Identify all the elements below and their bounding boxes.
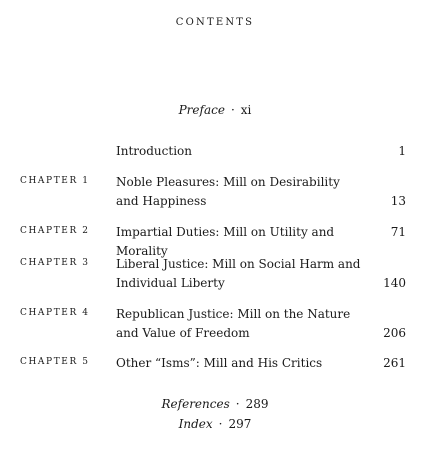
- entry-title: Noble Pleasures: Mill on Desirability and Happiness: [116, 175, 340, 208]
- references-entry[interactable]: [0, 397, 430, 411]
- page-title: CONTENTS: [175, 17, 255, 28]
- index-page: 297: [228, 417, 252, 431]
- references-label: References: [161, 397, 230, 411]
- chapter-label: CHAPTER 5: [20, 357, 90, 367]
- entry-page: 140: [383, 276, 406, 290]
- chapter-label: CHAPTER 1: [20, 176, 90, 186]
- entry-page: 1: [398, 144, 406, 158]
- references-separator: ·: [235, 397, 240, 411]
- preface-separator: ·: [230, 103, 235, 117]
- entry-page: 261: [383, 356, 406, 370]
- entry-title: Impartial Duties: Mill on Utility and Morality: [116, 225, 335, 258]
- preface-label: Preface: [178, 103, 225, 117]
- index-separator: ·: [218, 417, 223, 431]
- index-label: Index: [178, 417, 213, 431]
- preface-page: xi: [240, 103, 252, 117]
- entry-page: 13: [390, 194, 406, 208]
- entry-title: Liberal Justice: Mill on Social Harm and Individual Liberty: [116, 257, 361, 290]
- entry-page: 71: [390, 225, 406, 239]
- chapter-label: CHAPTER 2: [20, 226, 90, 236]
- chapter-label: CHAPTER 3: [20, 258, 90, 268]
- entry-title: Introduction: [116, 144, 192, 158]
- preface-entry[interactable]: [0, 103, 430, 117]
- chapter-label: CHAPTER 4: [20, 308, 90, 318]
- entry-title: Other “Isms”: Mill and His Critics: [116, 356, 323, 370]
- entry-page: 206: [383, 326, 406, 340]
- entry-title: Republican Justice: Mill on the Nature and Value of Freedom: [116, 307, 351, 340]
- references-page: 289: [245, 397, 269, 411]
- index-entry[interactable]: [0, 417, 430, 431]
